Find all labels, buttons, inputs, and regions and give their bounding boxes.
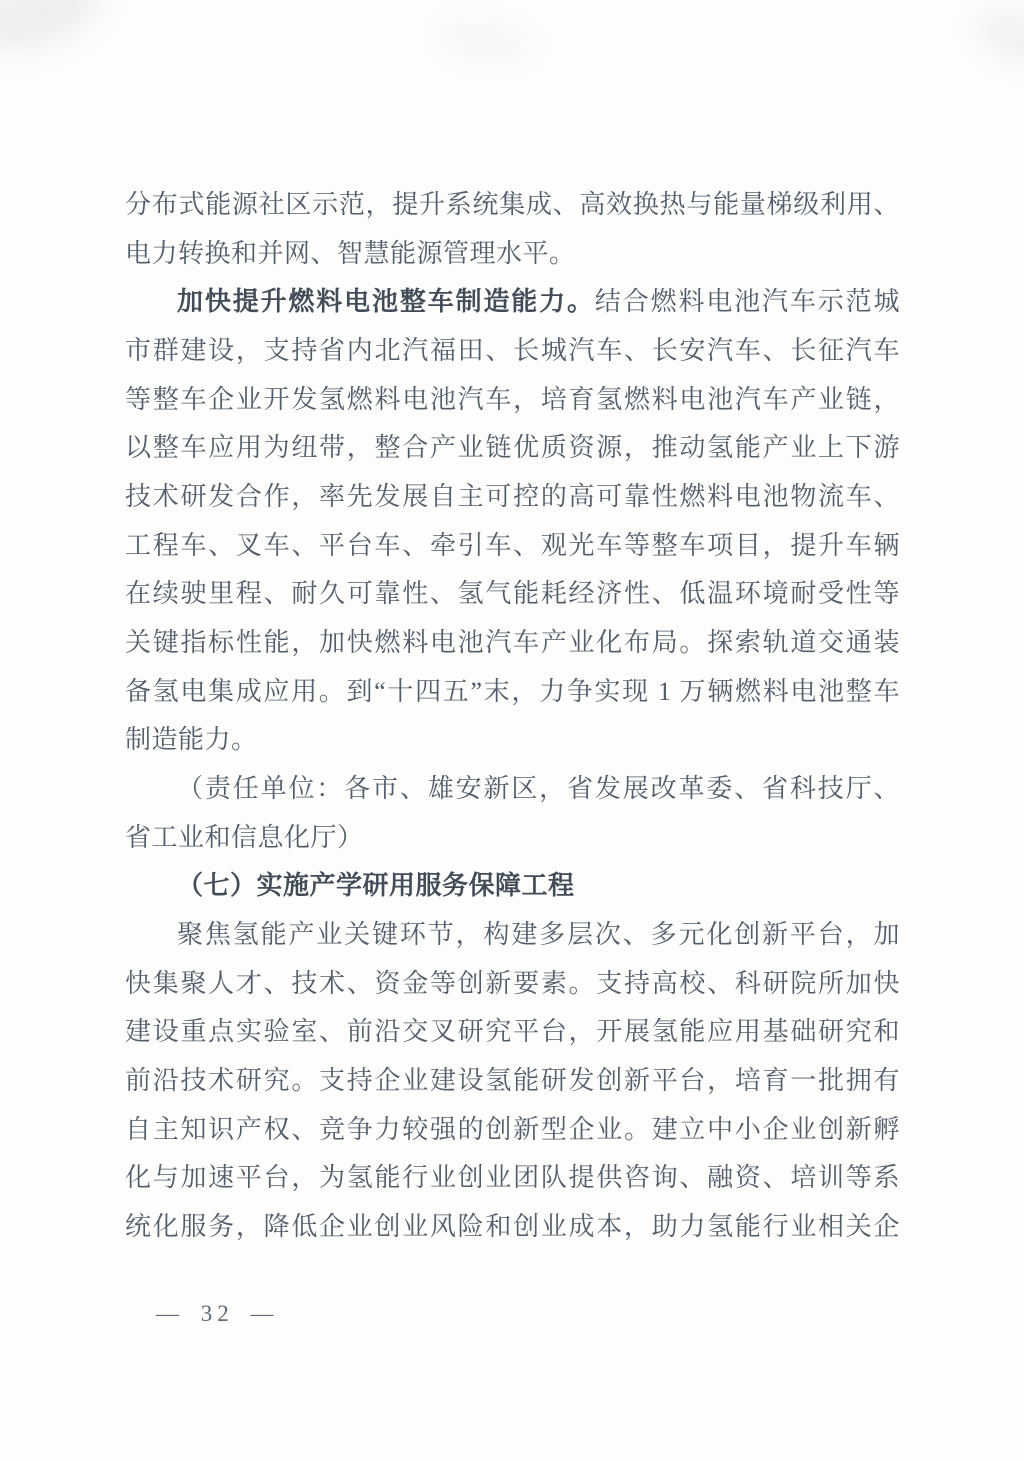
document-line xyxy=(125,278,900,327)
text-segment: 结合燃料电池汽车示范城 xyxy=(594,287,900,317)
text-segment: 快集聚人才、技术、资金等创新要素。支持高校、科研院所加快 xyxy=(125,968,900,998)
text-segment: 省工业和信息化厅） xyxy=(125,822,364,852)
scan-smudge-top-middle xyxy=(438,20,531,62)
text-segment: 聚焦氢能产业关键环节，构建多层次、多元化创新平台，加 xyxy=(177,920,900,950)
bold-text-segment: 加快提升燃料电池整车制造能力。 xyxy=(177,287,595,317)
text-segment: 统化服务，降低企业创业风险和创业成本，助力氢能行业相关企 xyxy=(125,1212,900,1242)
text-segment: 等整车企业开发氢燃料电池汽车，培育氢燃料电池汽车产业链， xyxy=(125,384,900,414)
text-segment: 备氢电集成应用。到“十四五”末，力争实现 1 万辆燃料电池整车 xyxy=(125,676,900,706)
text-segment: 工程车、叉车、平台车、牵引车、观光车等整车项目，提升车辆 xyxy=(125,530,900,560)
document-line xyxy=(125,1106,900,1155)
text-segment: 电力转换和并网、智慧能源管理水平。 xyxy=(125,238,576,268)
document-line xyxy=(125,765,900,814)
text-segment: 技术研发合作，率先发展自主可控的高可靠性燃料电池物流车、 xyxy=(125,482,900,512)
document-line xyxy=(125,1154,900,1203)
document-line xyxy=(125,327,900,376)
scan-smudge-top-right xyxy=(970,0,1024,74)
text-segment: 在续驶里程、耐久可靠性、氢气能耗经济性、低温环境耐受性等 xyxy=(125,579,900,609)
document-line xyxy=(125,1057,900,1106)
document-line xyxy=(125,1008,900,1057)
document-line xyxy=(125,862,900,911)
document-line xyxy=(125,230,900,279)
scan-smudge-top-left xyxy=(0,0,109,65)
text-segment: 前沿技术研究。支持企业建设氢能研发创新平台，培育一批拥有 xyxy=(125,1066,900,1096)
bold-text-segment: （七）实施产学研用服务保障工程 xyxy=(177,871,575,901)
document-line xyxy=(125,376,900,425)
document-line xyxy=(125,181,900,230)
text-segment: 分布式能源社区示范，提升系统集成、高效换热与能量梯级利用、 xyxy=(125,190,900,219)
document-line xyxy=(125,911,900,960)
text-segment: 自主知识产权、竞争力较强的创新型企业。建立中小企业创新孵 xyxy=(125,1114,900,1144)
text-segment: 建设重点实验室、前沿交叉研究平台，开展氢能应用基础研究和 xyxy=(125,1017,900,1047)
document-body xyxy=(125,181,900,1252)
document-line xyxy=(125,424,900,473)
document-line xyxy=(125,716,900,765)
document-line xyxy=(125,960,900,1009)
document-line xyxy=(125,570,900,619)
text-segment: 市群建设，支持省内北汽福田、长城汽车、长安汽车、长征汽车 xyxy=(125,336,900,366)
text-segment: 关键指标性能，加快燃料电池汽车产业化布局。探索轨道交通装 xyxy=(125,628,900,658)
text-segment: 化与加速平台，为氢能行业创业团队提供咨询、融资、培训等系 xyxy=(125,1163,900,1193)
text-segment: 以整车应用为纽带，整合产业链优质资源，推动氢能产业上下游 xyxy=(125,433,900,463)
document-line xyxy=(125,668,900,717)
document-line xyxy=(125,619,900,668)
document-line xyxy=(125,1203,900,1252)
text-segment: 制造能力。 xyxy=(125,725,258,755)
document-line xyxy=(125,473,900,522)
document-line xyxy=(125,814,900,863)
text-segment: （责任单位：各市、雄安新区，省发展改革委、省科技厅、 xyxy=(177,774,900,804)
page-number: — 32 — xyxy=(156,1301,279,1326)
document-line xyxy=(125,522,900,571)
